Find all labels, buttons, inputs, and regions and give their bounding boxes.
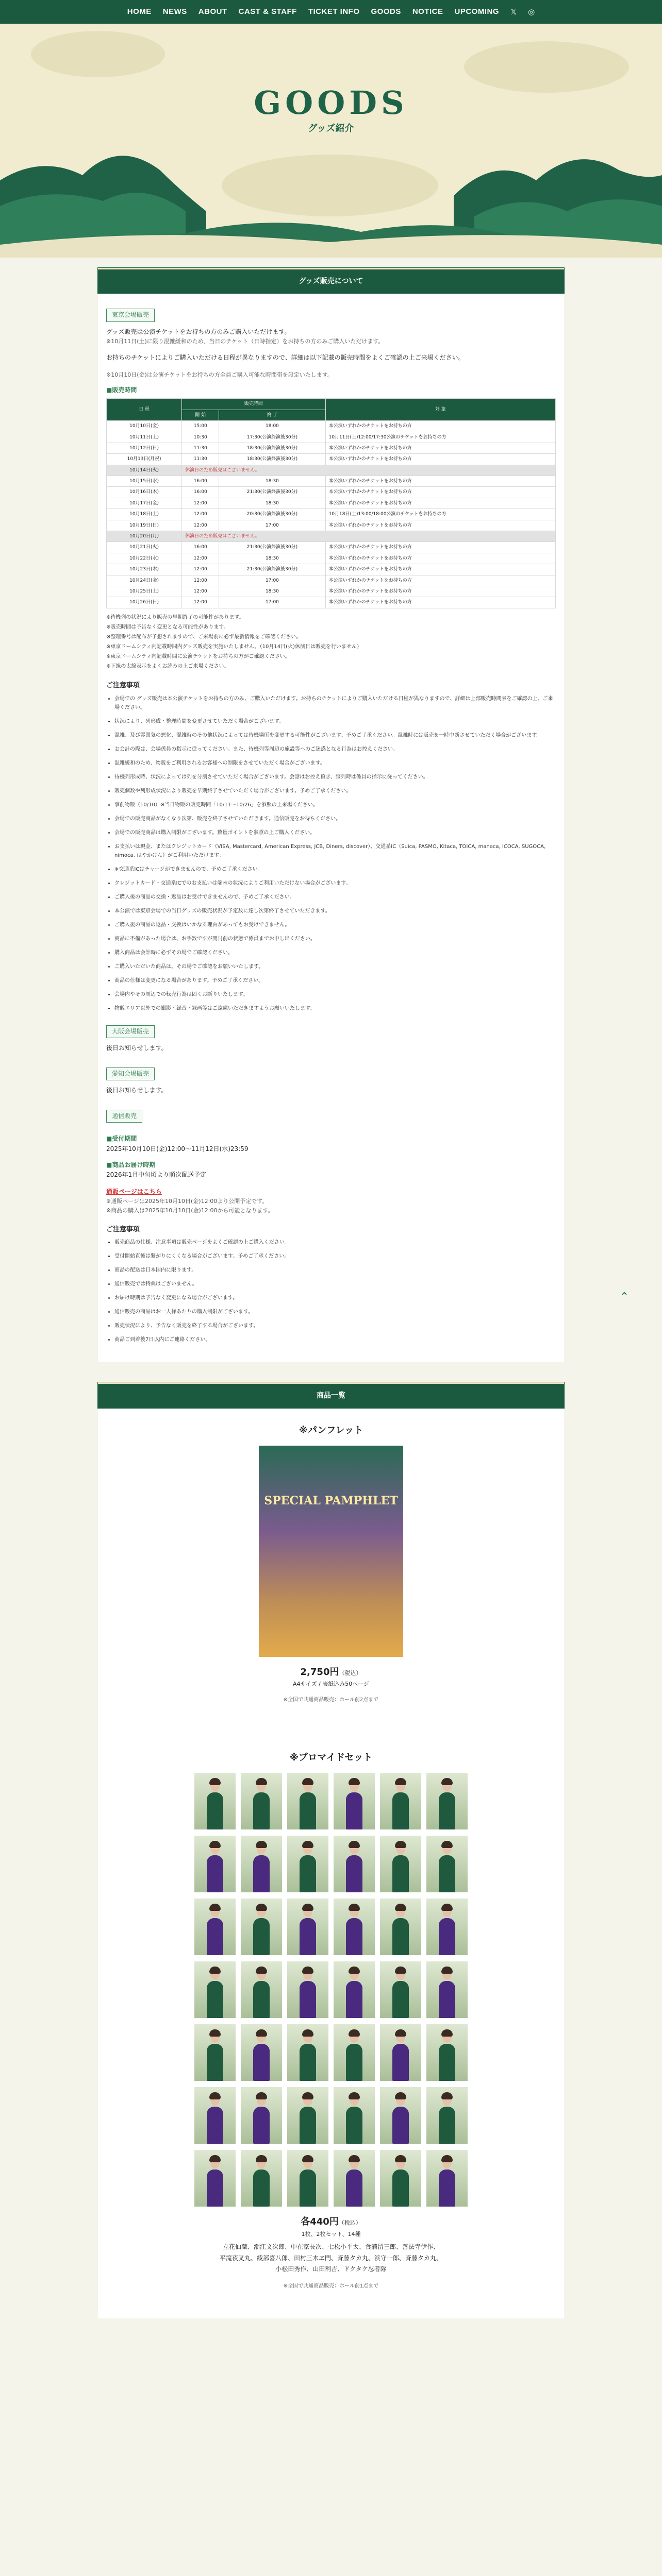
table-cell-end: 17:30(公演終演後30分) [219, 432, 325, 443]
caution-item: • 会場での販売商品は購入制限がございます。数量ポイントを参照の上ご購入ください。 [114, 828, 556, 837]
caution-item: • お会計の際は、会場係員の指示に従ってください。また、待機列等周辺の施設等へのご迷惑となる行為はお控えください。 [114, 745, 556, 754]
product-price: 各440円（税込） [301, 2216, 361, 2227]
mail-caution-title: ご注意事項 [106, 1225, 140, 1233]
product-note: ※全国で共通商品販売：ホール前1点まで [283, 2283, 379, 2289]
cast-list: 立花仙蔵、潮江文次郎、中在家長次、七松小平太、食満留三郎、善法寺伊作、 平滝夜叉丸、綾部喜八郎、田村三木ヱ門、斉藤タカ丸、浜守一郎、斉藤タカ丸、 小松田秀作、山田利吉、ドクタケ忍者隊 [219, 2243, 442, 2273]
table-cell-day: 10月18日(土) [107, 509, 182, 520]
table-note: ※東京ドームシティ内記載時間に公演チケットをお持ちの方がご確認ください。 [106, 653, 290, 659]
table-cell-end: 18:30 [219, 476, 325, 487]
table-header-target: 対 象 [325, 399, 555, 421]
tokyo-note: ※10月10日(金)は公演チケットをお持ちの方全員ご購入可能な時間帯を設定いたします。 [106, 371, 333, 378]
bromide-photo [334, 2024, 375, 2081]
caution-title: ご注意事項 [106, 681, 140, 689]
table-cell-day: 10月26日(日) [107, 597, 182, 608]
bromide-photo [241, 2024, 282, 2081]
caution-item: • ご購入後の商品の交換・返品はお受けできませんので、予めご了承ください。 [114, 893, 556, 902]
table-row [107, 454, 556, 465]
bromide-photo [426, 1961, 468, 2018]
table-cell-target: 本公演いずれかのチケットをお持ちの方 [325, 421, 555, 432]
table-cell-end: 18:30 [219, 498, 325, 509]
nav-goods[interactable]: GOODS [371, 7, 401, 16]
aichi-text: 後日お知らせします。 [106, 1087, 168, 1094]
items-card [98, 1408, 564, 2318]
bromide-photo [241, 1773, 282, 1829]
bromide-photo [380, 2150, 421, 2207]
bromide-photo [334, 1899, 375, 1955]
caution-item: • お支払いは現金、またはクレジットカード（VISA, Mastercard, American Express, JCB, Diners, discover）、交通系IC（Suica, PASMO, Kitaca, TOICA, manaca, ICOCA, SUGOCA, nimoca, はやかけん）がご利用いただけます。 [114, 842, 556, 860]
table-row [107, 432, 556, 443]
table-cell-end: 17:00 [219, 575, 325, 586]
table-cell-day: 10月25日(土) [107, 586, 182, 597]
section-heading-items: 商品一覧 [98, 1382, 564, 1408]
table-note: ※東京ドームシティ内記載時間内グッズ販売を実施いたしません。（10月14日(火)休演日は販売を行いません） [106, 643, 362, 650]
caution-item: • 受付開始直後は繋がりにくくなる場合がございます。予めご了承ください。 [114, 1252, 556, 1261]
table-cell-start: 12:00 [182, 575, 219, 586]
bromide-photo [194, 2150, 236, 2207]
nav-upcoming[interactable]: UPCOMING [454, 7, 500, 16]
main-content [98, 268, 564, 2318]
caution-item: • 会場内やその周辺での転売行為は固くお断りいたします。 [114, 990, 556, 999]
caution-item: • 購入商品は会計時に必ずその場でご確認ください。 [114, 948, 556, 957]
bromide-photo [287, 1836, 328, 1892]
tokyo-label: 東京会場販売 [106, 309, 155, 321]
table-cell-start: 11:30 [182, 454, 219, 465]
table-cell-end: 17:00 [219, 597, 325, 608]
table-notes [106, 613, 556, 671]
back-to-top-icon[interactable]: ⌃ [619, 1291, 630, 1303]
table-cell-day: 10月10日(金) [107, 421, 182, 432]
caution-item: • 販売商品の仕様、注意事項は販売ページをよくご確認の上ご購入ください。 [114, 1238, 556, 1247]
table-cell-target: 本公演いずれかのチケットをお持ちの方 [325, 443, 555, 453]
bromide-photo [380, 1836, 421, 1892]
caution-item: • 本公演では東京会場での当日グッズの販売状況が予定数に達し次第終了させていただきます。 [114, 907, 556, 916]
nav-ticket-info[interactable]: TICKET INFO [308, 7, 360, 16]
tokyo-intro: グッズ販売は公演チケットをお持ちの方のみご購入いただけます。 [106, 328, 291, 335]
caution-item: • 会場での グッズ販売は本公演チケットをお持ちの方のみ、ご購入いただけます。お持ちのチケットによりご購入いただける日程が異なりますので、詳細は上部販売時間表をご確認の上、ご来場ください。 [114, 694, 556, 712]
mail-ship-label: ■商品お届け時期 [106, 1161, 156, 1168]
product-spec: 1枚、2枚セット、14種 [301, 2230, 361, 2238]
table-note: ※待機列の状況により販売の早期終了の可能性があります。 [106, 614, 244, 620]
table-cell-day: 10月16日(木) [107, 487, 182, 498]
caution-item: • 事前物販（10/10）※当日物販の販売時間「10/11～10/26」を参照の上来場ください。 [114, 801, 556, 809]
table-cell-day: 10月13日(月祝) [107, 454, 182, 465]
caution-item: • 販売状況により、予告なく販売を終了する場合がございます。 [114, 1321, 556, 1330]
tokyo-note: ※10月11日(土)に限り混雑緩和のため、当日のチケット（日時指定）をお持ちの方のみご購入いただけます。 [106, 337, 384, 345]
tokyo-paragraph: お持ちのチケットによりご購入いただける日程が異なりますので、詳細は以下記載の販売時間をよくご確認の上ご来場ください。 [106, 354, 465, 362]
bromide-photo [426, 1836, 468, 1892]
table-cell-day: 10月12日(日) [107, 443, 182, 453]
caution-item: • 状況により、列形成・整理時間を変更させていただく場合がございます。 [114, 717, 556, 726]
table-cell-start: 12:00 [182, 509, 219, 520]
bromide-photo [241, 1836, 282, 1892]
table-cell-end: 18:30 [219, 553, 325, 564]
caution-item: • ※交通系ICはチャージができませんので、予めご了承ください。 [114, 865, 556, 874]
table-row [107, 443, 556, 453]
caution-item: • 物販エリア以外での撮影・録音・録画等はご遠慮いただきますようお願いいたします。 [114, 1004, 556, 1013]
bromide-grid [106, 1773, 556, 2207]
table-cell-start: 12:00 [182, 498, 219, 509]
mail-ship: 2026年1月中旬頃より順次配送予定 [106, 1171, 207, 1179]
table-header-time: 販売時間 [182, 399, 325, 410]
table-cell-day: 10月11日(土) [107, 432, 182, 443]
pamphlet-image [259, 1446, 403, 1657]
table-row [107, 553, 556, 564]
cloud-decoration [31, 31, 165, 77]
bromide-photo [426, 1899, 468, 1955]
bromide-photo [194, 1961, 236, 2018]
caution-item: • 商品に不備があった場合は、お手数ですが開封前の状態で係員までお申し出ください。 [114, 935, 556, 943]
table-cell-day: 10月17日(金) [107, 498, 182, 509]
table-note: ※販売時間は予告なく変更となる可能性があります。 [106, 624, 229, 630]
product-note: ※全国で共通商品販売：ホール前2点まで [283, 1697, 379, 1703]
bromide-photo [426, 1773, 468, 1829]
bromide-photo [426, 2087, 468, 2144]
bromide-photo [241, 2150, 282, 2207]
table-row [107, 421, 556, 432]
bromide-photo [380, 2087, 421, 2144]
product-title: ※パンフレット [299, 1425, 363, 1436]
table-cell-end: 20:30(公演終演後30分) [219, 509, 325, 520]
sales-time-table [106, 398, 556, 608]
caution-item: • 商品の配送は日本国内に限ります。 [114, 1266, 556, 1275]
table-cell-target: 10月11日(土)12:00/17:30公演のチケットをお持ちの方 [325, 432, 555, 443]
bromide-photo [287, 2087, 328, 2144]
section-heading-sales: グッズ販売について [98, 268, 564, 293]
bromide-photo [241, 2087, 282, 2144]
table-cell-start: 12:00 [182, 553, 219, 564]
bromide-photo [380, 1899, 421, 1955]
pamphlet-cover-text: SPECIAL PAMPHLET [264, 1494, 398, 1507]
product-title: ※ブロマイドセット [289, 1752, 373, 1763]
product-bromide [106, 1751, 556, 2291]
mail-note: ※商品の購入は2025年10月10日(金)12:00から可能となります。 [106, 1207, 274, 1214]
bromide-photo [287, 1961, 328, 2018]
caution-item: • 通信販売では特典はございません。 [114, 1280, 556, 1289]
table-row [107, 476, 556, 487]
table-row [107, 531, 556, 542]
caution-item: • ご購入後の商品の返品・交換はいかなる理由があってもお受けできません。 [114, 921, 556, 929]
table-header-end: 終 了 [219, 410, 325, 420]
table-cell-end: 18:30(公演終演後30分) [219, 454, 325, 465]
table-row [107, 498, 556, 509]
table-cell-start: 11:30 [182, 443, 219, 453]
product-price: 2,750円（税込） [300, 1666, 362, 1677]
bromide-photo [380, 1961, 421, 2018]
table-cell-target: 本公演いずれかのチケットをお持ちの方 [325, 586, 555, 597]
caution-item: • 商品ご到着後7日以内にご連絡ください。 [114, 1335, 556, 1344]
caution-item: • 通信販売の商品はお一人様あたりの購入制限がございます。 [114, 1308, 556, 1316]
table-cell-end: 18:30 [219, 586, 325, 597]
caution-item: • 販売個数や列形成状況により販売を早期終了させていただく場合がございます。予めご了承ください。 [114, 787, 556, 795]
table-row [107, 465, 556, 476]
bromide-photo [287, 2150, 328, 2207]
osaka-text: 後日お知らせします。 [106, 1044, 168, 1052]
table-cell-target: 10月18日(土)13:00/18:00公演のチケットをお持ちの方 [325, 509, 555, 520]
table-cell-day: 10月14日(火) [107, 465, 182, 476]
instagram-icon[interactable]: ◎ [528, 7, 535, 16]
table-cell-end: 17:00 [219, 520, 325, 531]
aichi-label: 愛知会場販売 [106, 1067, 155, 1080]
table-cell-end: 21:30(公演終演後30分) [219, 542, 325, 553]
mail-period: 2025年10月10日(金)12:00～11月12日(水)23:59 [106, 1145, 249, 1153]
table-cell-day: 10月23日(木) [107, 564, 182, 575]
hero-banner [0, 0, 662, 258]
table-cell-target: 本公演いずれかのチケットをお持ちの方 [325, 487, 555, 498]
table-cell-day: 10月20日(月) [107, 531, 182, 542]
mail-caution-list [106, 1238, 556, 1344]
caution-item: • クレジットカード・交通系ICでのお支払いは端末の状況によりご利用いただけない場合がございます。 [114, 879, 556, 888]
table-cell-start: 12:00 [182, 597, 219, 608]
table-cell-day: 10月22日(水) [107, 553, 182, 564]
bromide-photo [194, 2087, 236, 2144]
page-subtitle: グッズ紹介 [308, 123, 354, 134]
bromide-photo [194, 1899, 236, 1955]
table-note: ※整理番号は配布が予想されますので、ご来場前に必ず最新情報をご確認ください。 [106, 634, 302, 640]
product-pamphlet [106, 1423, 556, 1704]
table-row [107, 586, 556, 597]
page-title: GOODS [254, 84, 408, 122]
table-note: ※下線の太線表示をよくお読みの上ご来場ください。 [106, 663, 229, 669]
x-icon[interactable]: 𝕏 [510, 7, 517, 16]
table-cell-start: 12:00 [182, 564, 219, 575]
table-row [107, 564, 556, 575]
mountain-illustration [0, 134, 662, 258]
table-cell-start: 16:00 [182, 476, 219, 487]
table-header-day: 日 程 [107, 399, 182, 421]
bromide-photo [287, 1773, 328, 1829]
sales-time-label: ■販売時間 [106, 386, 137, 394]
table-row [107, 520, 556, 531]
sales-card [98, 293, 564, 1362]
bromide-photo [287, 2024, 328, 2081]
mail-order-link[interactable]: 通販ページはこちら [106, 1188, 162, 1196]
bromide-photo [241, 1961, 282, 2018]
table-cell-target: 本公演いずれかのチケットをお持ちの方 [325, 597, 555, 608]
table-row [107, 542, 556, 553]
table-cell-target: 本公演いずれかのチケットをお持ちの方 [325, 498, 555, 509]
caution-item: • 混雑緩和のため、物販をご利用されるお客様への制限をさせていただく場合がございます。 [114, 759, 556, 768]
caution-item: • 混雑、及び雰囲気の悪化、混雑時のその他状況によっては待機場所を変更する可能性がございます。予めご了承ください。混雑時には販売を一時中断させていただく場合がございます。 [114, 731, 556, 740]
table-cell-end: 18:30(公演終演後30分) [219, 443, 325, 453]
bromide-photo [380, 2024, 421, 2081]
nav-news[interactable]: NEWS [162, 7, 187, 16]
table-row [107, 597, 556, 608]
nav-home[interactable]: HOME [127, 7, 152, 16]
bromide-photo [194, 1773, 236, 1829]
bromide-photo [426, 2024, 468, 2081]
caution-item: • 待機列形成時、状況によっては列を分割させていただく場合がございます。会話はお控え頂き、整列時は係員の指示に従ってください。 [114, 773, 556, 782]
table-cell-day: 10月19日(日) [107, 520, 182, 531]
bromide-photo [334, 2087, 375, 2144]
bromide-photo [194, 1836, 236, 1892]
table-cell-start: 16:00 [182, 487, 219, 498]
table-cell-day: 10月15日(水) [107, 476, 182, 487]
top-navigation [0, 0, 662, 24]
osaka-label: 大阪会場販売 [106, 1025, 155, 1038]
table-cell-day: 10月21日(火) [107, 542, 182, 553]
nav-notice[interactable]: NOTICE [412, 7, 443, 16]
table-cell-start: 16:00 [182, 542, 219, 553]
table-cell-end: 18:00 [219, 421, 325, 432]
product-spec: A4サイズ / 表紙込み50ページ [292, 1681, 370, 1688]
table-cell-target: 本公演いずれかのチケットをお持ちの方 [325, 542, 555, 553]
table-cell-end: 21:30(公演終演後30分) [219, 487, 325, 498]
table-cell-start: 12:00 [182, 520, 219, 531]
table-row [107, 575, 556, 586]
table-cell-target: 休演日のため販売はございません。 [182, 465, 556, 476]
table-cell-target: 本公演いずれかのチケットをお持ちの方 [325, 476, 555, 487]
bromide-photo [287, 1899, 328, 1955]
table-cell-target: 本公演いずれかのチケットをお持ちの方 [325, 575, 555, 586]
bromide-photo [334, 2150, 375, 2207]
table-cell-target: 本公演いずれかのチケットをお持ちの方 [325, 564, 555, 575]
table-cell-target: 本公演いずれかのチケットをお持ちの方 [325, 454, 555, 465]
nav-cast-staff[interactable]: CAST & STAFF [238, 7, 297, 16]
caution-item: • 会場での販売商品がなくなり次第、販売を終了させていただきます。通信販売をお待ちください。 [114, 815, 556, 823]
table-cell-start: 15:00 [182, 421, 219, 432]
mail-period-label: ■受付期間 [106, 1135, 137, 1143]
table-row [107, 509, 556, 520]
bromide-photo [194, 2024, 236, 2081]
bromide-photo [426, 2150, 468, 2207]
nav-about[interactable]: ABOUT [198, 7, 227, 16]
caution-item: • ご購入いただいた商品は、その場でご確認をお願いいたします。 [114, 962, 556, 971]
caution-list [106, 694, 556, 1013]
table-row [107, 487, 556, 498]
mail-order-label: 通信販売 [106, 1110, 142, 1123]
table-cell-target: 休演日のため販売はございません。 [182, 531, 556, 542]
caution-item: • お届け時期は予告なく変更になる場合がございます。 [114, 1294, 556, 1302]
table-cell-start: 12:00 [182, 586, 219, 597]
table-cell-end: 21:30(公演終演後30分) [219, 564, 325, 575]
table-header-start: 開 始 [182, 410, 219, 420]
mail-note: ※通販ページは2025年10月10日(金)12:00より公開予定です。 [106, 1198, 268, 1205]
bromide-photo [334, 1836, 375, 1892]
bromide-photo [334, 1961, 375, 2018]
table-cell-target: 本公演いずれかのチケットをお持ちの方 [325, 520, 555, 531]
table-cell-target: 本公演いずれかのチケットをお持ちの方 [325, 553, 555, 564]
bromide-photo [241, 1899, 282, 1955]
caution-item: • 商品の仕様は変更になる場合があります。予めご了承ください。 [114, 976, 556, 985]
bromide-photo [380, 1773, 421, 1829]
bromide-photo [334, 1773, 375, 1829]
table-cell-day: 10月24日(金) [107, 575, 182, 586]
table-cell-start: 10:30 [182, 432, 219, 443]
